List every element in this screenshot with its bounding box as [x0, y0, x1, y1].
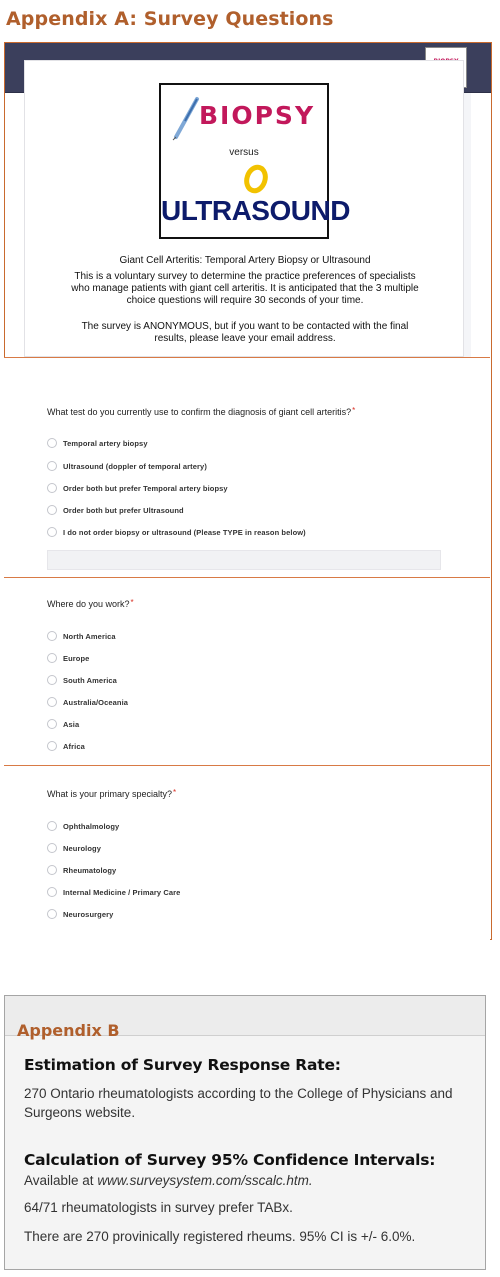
option-label: I do not order biopsy or ultrasound (Please TYPE in reason below)	[63, 527, 306, 537]
logo-versus-text: versus	[229, 147, 259, 158]
option-label: Europe	[63, 653, 90, 663]
biopsy-needle-icon	[171, 95, 201, 141]
logo-biopsy-text: BIOPSY	[199, 101, 316, 130]
intro-title: Giant Cell Arteritis: Temporal Artery Biopsy or Ultrasound	[119, 255, 371, 266]
appendix-b-box	[4, 995, 486, 1270]
reason-text-input[interactable]	[47, 550, 441, 570]
calculator-link[interactable]: www.surveysystem.com/sscalc.htm.	[97, 1173, 313, 1188]
option-label: Ophthalmology	[63, 821, 120, 831]
question-label: What test do you currently use to confirm the diagnosis of giant cell arteritis?*	[47, 406, 356, 417]
radio-button[interactable]	[47, 653, 57, 663]
option-internal-medicine[interactable]	[47, 885, 180, 899]
radio-button[interactable]	[47, 719, 57, 729]
appendix-b-title: Appendix B	[17, 1021, 120, 1040]
intro-card	[24, 60, 464, 357]
question-card-location	[4, 577, 490, 765]
option-label: Asia	[63, 719, 80, 729]
option-label: Ultrasound (doppler of temporal artery)	[63, 461, 207, 471]
option-label: Neurosurgery	[63, 909, 114, 919]
option-neurology[interactable]	[47, 841, 101, 855]
radio-button[interactable]	[47, 527, 57, 537]
option-label: Order both but prefer Temporal artery biopsy	[63, 483, 228, 493]
radio-button[interactable]	[47, 821, 57, 831]
option-label: Neurology	[63, 843, 101, 853]
option-temporal-artery-biopsy[interactable]	[47, 436, 148, 450]
survey-logo	[159, 83, 350, 239]
required-marker: *	[173, 788, 177, 797]
option-label: Australia/Oceania	[63, 697, 129, 707]
calculator-reference: Available at www.surveysystem.com/sscalc.htm.	[24, 1173, 313, 1188]
ultrasound-ring-icon	[243, 163, 269, 195]
radio-button[interactable]	[47, 461, 57, 471]
radio-button[interactable]	[47, 697, 57, 707]
appendix-a-title: Appendix A: Survey Questions	[6, 8, 334, 30]
option-label: Internal Medicine / Primary Care	[63, 887, 181, 897]
option-label: North America	[63, 631, 116, 641]
radio-button[interactable]	[47, 887, 57, 897]
question-card-test	[4, 357, 490, 577]
radio-button[interactable]	[47, 865, 57, 875]
option-label: Africa	[63, 741, 85, 751]
option-both-prefer-biopsy[interactable]	[47, 481, 228, 495]
option-ultrasound[interactable]	[47, 459, 207, 473]
option-australia-oceania[interactable]	[47, 695, 128, 709]
radio-button[interactable]	[47, 843, 57, 853]
option-europe[interactable]	[47, 651, 89, 665]
confidence-interval-text: There are 270 provinically registered rheums. 95% CI is +/- 6.0%.	[24, 1229, 416, 1244]
option-asia[interactable]	[47, 717, 79, 731]
option-neurosurgery[interactable]	[47, 907, 113, 921]
option-neither[interactable]	[47, 525, 306, 539]
response-rate-text: 270 Ontario rheumatologists according to the College of Physicians and Surgeons website.	[24, 1086, 453, 1120]
radio-button[interactable]	[47, 909, 57, 919]
required-marker: *	[352, 406, 356, 415]
option-africa[interactable]	[47, 739, 85, 753]
intro-note: The survey is ANONYMOUS, but if you want to be contacted with the final results, please leave your email address.	[81, 321, 409, 344]
option-ophthalmology[interactable]	[47, 819, 119, 833]
radio-button[interactable]	[47, 505, 57, 515]
radio-button[interactable]	[47, 631, 57, 641]
survey-preference-text: 64/71 rheumatologists in survey prefer TABx.	[24, 1200, 293, 1215]
radio-button[interactable]	[47, 438, 57, 448]
question-card-specialty	[4, 765, 490, 940]
option-label: South America	[63, 675, 117, 685]
option-south-america[interactable]	[47, 673, 117, 687]
option-rheumatology[interactable]	[47, 863, 116, 877]
intro-description: This is a voluntary survey to determine the practice preferences of specialists who manage patients with giant cell arteritis. It is anticipated that the 3 multiple choice questions will require 30 seconds of your time.	[71, 271, 419, 306]
option-label: Rheumatology	[63, 865, 117, 875]
radio-button[interactable]	[47, 741, 57, 751]
option-label: Temporal artery biopsy	[63, 438, 148, 448]
radio-button[interactable]	[47, 675, 57, 685]
question-label: What is your primary specialty?*	[47, 788, 177, 799]
logo-ultrasound-text: ULTRASOUND	[161, 195, 350, 226]
confidence-interval-heading: Calculation of Survey 95% Confidence Intervals:	[24, 1151, 436, 1169]
option-both-prefer-ultrasound[interactable]	[47, 503, 184, 517]
option-north-america[interactable]	[47, 629, 116, 643]
option-label: Order both but prefer Ultrasound	[63, 505, 184, 515]
required-marker: *	[130, 598, 134, 607]
question-label: Where do you work?*	[47, 598, 134, 609]
response-rate-heading: Estimation of Survey Response Rate:	[24, 1056, 341, 1074]
radio-button[interactable]	[47, 483, 57, 493]
